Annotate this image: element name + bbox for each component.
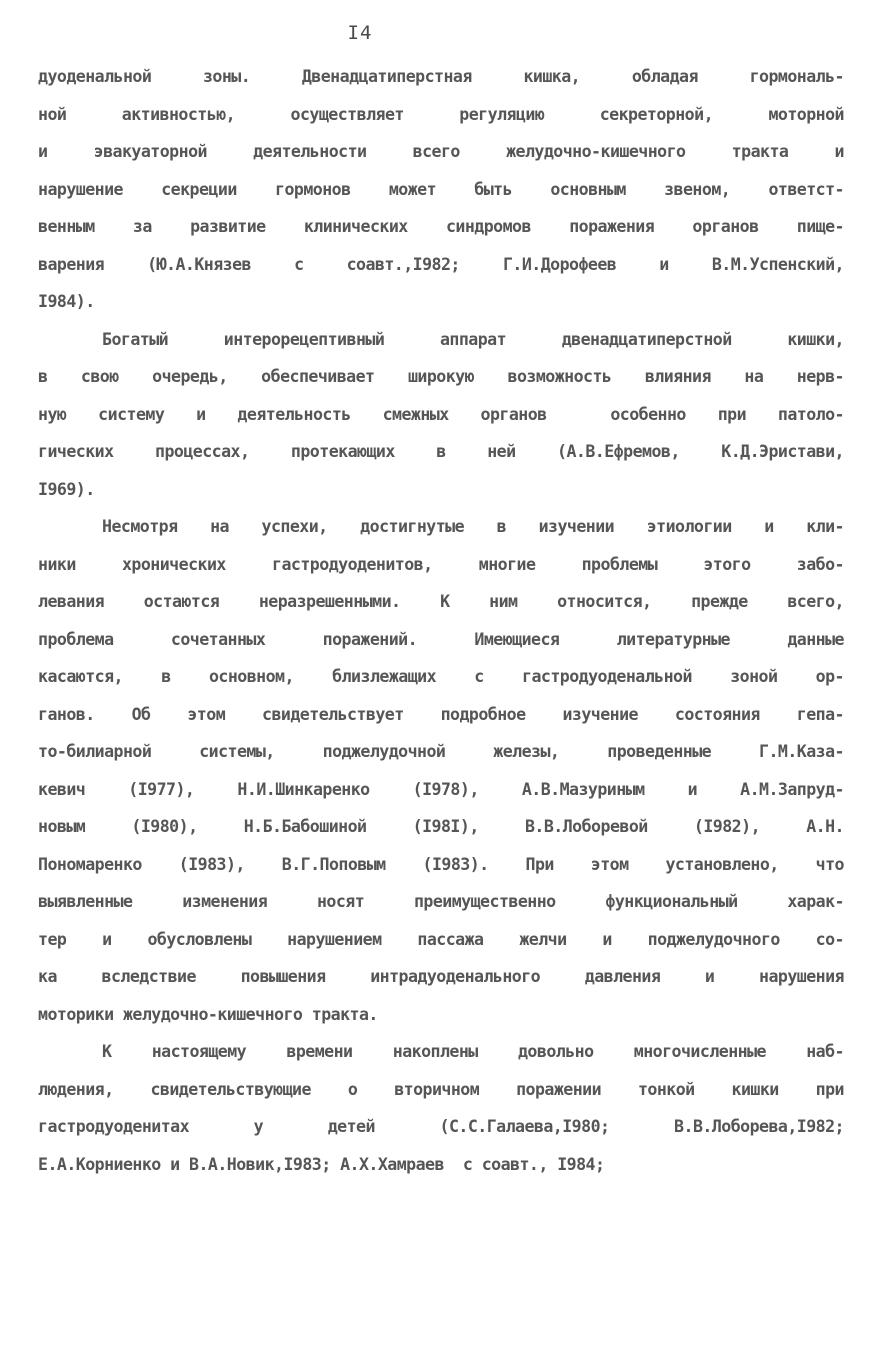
paragraph-first-line: К настоящему времени накоплены довольно многочисленные наб- (102, 1042, 844, 1061)
text-line: тер и обусловлены нарушением пассажа желчи и поджелудочного со- (38, 929, 844, 949)
text-line: моторики желудочно-кишечного тракта. (38, 1004, 378, 1024)
body-text (38, 58, 844, 1183)
text-line: ной активностью, осуществляет регуляцию секреторной, моторной (38, 104, 844, 124)
text-line: кевич (I977), Н.И.Шинкаренко (I978), А.В.Мазуриным и А.М.Запруд- (38, 779, 844, 799)
text-line: и эвакуаторной деятельности всего желудочно-кишечного тракта и (38, 142, 844, 161)
text-line: ганов. Об этом свидетельствует подробное изучение состояния гепа- (38, 704, 844, 724)
text-line: венным за развитие клинических синдромов поражения органов пище- (38, 217, 844, 236)
paragraph-first-line: Несмотря на успехи, достигнутые в изучении этиологии и кли- (102, 517, 844, 536)
text-line: Пономаренко (I983), В.Г.Поповым (I983). При этом установлено, что (38, 854, 844, 874)
text-line: Е.А.Корниенко и В.А.Новик,I983; А.Х.Хамраев с соавт., I984; (38, 1154, 605, 1174)
paragraph-first-line: Богатый интерорецептивный аппарат двенадцатиперстной кишки, (102, 329, 844, 349)
text-line: касаются, в основном, близлежащих с гастродуоденальной зоной ор- (38, 667, 844, 686)
text-line: ка вследствие повышения интрадуоденального давления и нарушения (38, 967, 844, 986)
text-line: проблема сочетанных поражений. Имеющиеся литературные данные (38, 629, 844, 649)
text-line: людения, свидетельствующие о вторичном поражении тонкой кишки при (38, 1079, 844, 1099)
text-line: I969). (38, 479, 95, 499)
text-line: варения (Ю.А.Князев с соавт.,I982; Г.И.Дорофеев и В.М.Успенский, (38, 254, 844, 274)
text-line: нарушение секреции гормонов может быть основным звеном, ответст- (38, 179, 844, 199)
text-line: ную систему и деятельность смежных органов особенно при патоло- (38, 404, 844, 424)
text-line: левания остаются неразрешенными. К ним относится, прежде всего, (38, 592, 844, 611)
page-number: I4 (347, 22, 373, 44)
text-line: то-билиарной системы, поджелудочной железы, проведенные Г.М.Каза- (38, 742, 844, 761)
text-line: ники хронических гастродуоденитов, многие проблемы этого забо- (38, 554, 844, 574)
text-line: гастродуоденитах у детей (С.С.Галаева,I980; В.В.Лоборева,I982; (38, 1117, 844, 1136)
text-line: гических процессах, протекающих в ней (А.В.Ефремов, К.Д.Эристави, (38, 442, 844, 461)
text-line: I984). (38, 292, 95, 311)
text-line: выявленные изменения носят преимущественно функциональный харак- (38, 892, 844, 911)
text-line: новым (I980), Н.Б.Бабошиной (I98I), В.В.Лоборевой (I982), А.Н. (38, 817, 844, 836)
text-line: в свою очередь, обеспечивает широкую возможность влияния на нерв- (38, 367, 844, 386)
text-line: дуоденальной зоны. Двенадцатиперстная кишка, обладая гормональ- (38, 67, 844, 86)
